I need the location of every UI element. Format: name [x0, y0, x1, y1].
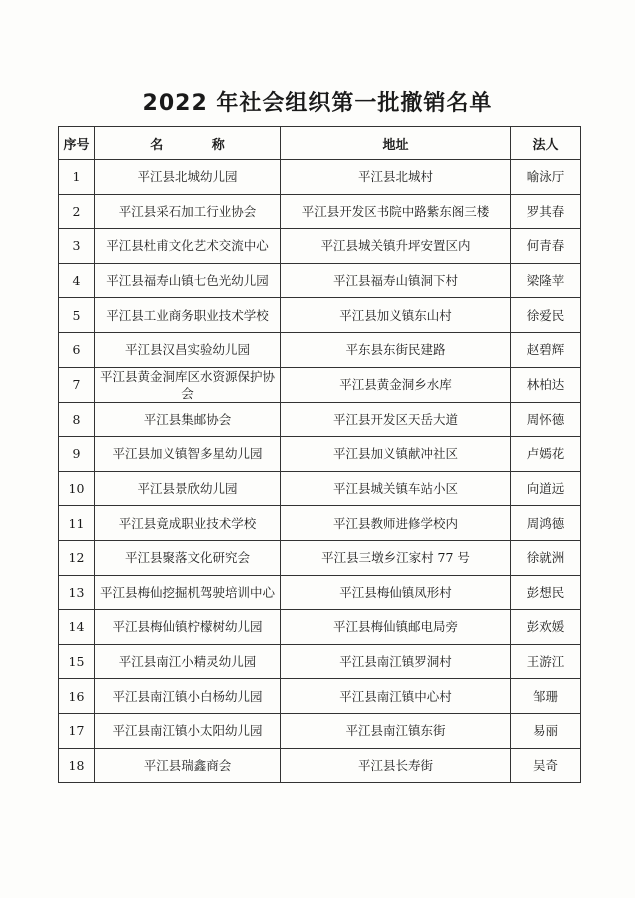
cell-name: 平江县竟成职业技术学校: [95, 506, 281, 541]
table-row: [59, 332, 581, 367]
cell-name: 平江县聚落文化研究会: [95, 540, 281, 575]
cell-legal: 卢嫣花: [511, 437, 581, 472]
cell-name: 平江县南江镇小白杨幼儿园: [95, 679, 281, 714]
header-name: 名 称: [95, 127, 281, 160]
cell-legal: 彭欢媛: [511, 610, 581, 645]
cell-index: 4: [59, 263, 95, 298]
cell-name: 平江县加义镇智多星幼儿园: [95, 437, 281, 472]
table-row: [59, 713, 581, 748]
cell-index: 1: [59, 160, 95, 195]
cell-address: 平江县城关镇升坪安置区内: [281, 229, 511, 264]
cell-address: 平江县三墩乡江家村 77 号: [281, 540, 511, 575]
table-row: [59, 263, 581, 298]
cell-name: 平江县福寿山镇七色光幼儿园: [95, 263, 281, 298]
table-row: [59, 298, 581, 333]
header-address: 地址: [281, 127, 511, 160]
cell-name: 平江县杜甫文化艺术交流中心: [95, 229, 281, 264]
table-row: [59, 506, 581, 541]
table-row: [59, 575, 581, 610]
cell-legal: 彭想民: [511, 575, 581, 610]
cell-address: 平东县东街民建路: [281, 332, 511, 367]
cell-name: 平江县梅仙镇柠檬树幼儿园: [95, 610, 281, 645]
cell-address: 平江县加义镇东山村: [281, 298, 511, 333]
cell-name: 平江县北城幼儿园: [95, 160, 281, 195]
cell-legal: 林柏达: [511, 367, 581, 402]
cell-index: 15: [59, 644, 95, 679]
cell-address: 平江县黄金洞乡水库: [281, 367, 511, 402]
cell-address: 平江县梅仙镇邮电局旁: [281, 610, 511, 645]
table-row: [59, 367, 581, 402]
cell-name: 平江县黄金洞库区水资源保护协会: [95, 367, 281, 402]
cell-address: 平江县南江镇东街: [281, 713, 511, 748]
cell-index: 16: [59, 679, 95, 714]
cell-name: 平江县汉昌实验幼儿园: [95, 332, 281, 367]
revocation-table: [58, 126, 581, 783]
cell-address: 平江县教师进修学校内: [281, 506, 511, 541]
table-row: [59, 229, 581, 264]
cell-name: 平江县集邮协会: [95, 402, 281, 437]
cell-name: 平江县南江小精灵幼儿园: [95, 644, 281, 679]
cell-legal: 周怀德: [511, 402, 581, 437]
cell-legal: 徐爱民: [511, 298, 581, 333]
cell-name: 平江县梅仙挖掘机驾驶培训中心: [95, 575, 281, 610]
cell-address: 平江县开发区书院中路紫东阁三楼: [281, 194, 511, 229]
cell-index: 11: [59, 506, 95, 541]
cell-name: 平江县工业商务职业技术学校: [95, 298, 281, 333]
cell-legal: 周鸿德: [511, 506, 581, 541]
table-row: [59, 644, 581, 679]
cell-legal: 罗其春: [511, 194, 581, 229]
cell-legal: 何青春: [511, 229, 581, 264]
cell-index: 3: [59, 229, 95, 264]
table-header-row: [59, 127, 581, 160]
cell-legal: 向道远: [511, 471, 581, 506]
cell-legal: 喻泳厅: [511, 160, 581, 195]
cell-address: 平江县长寿街: [281, 748, 511, 783]
cell-address: 平江县南江镇罗洞村: [281, 644, 511, 679]
cell-address: 平江县福寿山镇洞下村: [281, 263, 511, 298]
page-title: 2022 年社会组织第一批撤销名单: [142, 91, 493, 116]
cell-legal: 邹珊: [511, 679, 581, 714]
header-index: 序号: [59, 127, 95, 160]
cell-index: 13: [59, 575, 95, 610]
table-row: [59, 471, 581, 506]
cell-index: 5: [59, 298, 95, 333]
cell-index: 8: [59, 402, 95, 437]
cell-index: 18: [59, 748, 95, 783]
table-row: [59, 194, 581, 229]
cell-index: 9: [59, 437, 95, 472]
cell-legal: 赵碧辉: [511, 332, 581, 367]
cell-address: 平江县梅仙镇凤形村: [281, 575, 511, 610]
cell-index: 6: [59, 332, 95, 367]
header-legal: 法人: [511, 127, 581, 160]
table-row: [59, 160, 581, 195]
cell-index: 14: [59, 610, 95, 645]
cell-index: 7: [59, 367, 95, 402]
table-row: [59, 748, 581, 783]
cell-index: 12: [59, 540, 95, 575]
cell-legal: 王游江: [511, 644, 581, 679]
cell-legal: 梁隆苹: [511, 263, 581, 298]
cell-name: 平江县瑞鑫商会: [95, 748, 281, 783]
cell-name: 平江县南江镇小太阳幼儿园: [95, 713, 281, 748]
table-row: [59, 679, 581, 714]
cell-index: 2: [59, 194, 95, 229]
cell-address: 平江县南江镇中心村: [281, 679, 511, 714]
table-body: [59, 160, 581, 783]
cell-name: 平江县景欣幼儿园: [95, 471, 281, 506]
cell-name: 平江县采石加工行业协会: [95, 194, 281, 229]
cell-legal: 吴奇: [511, 748, 581, 783]
cell-address: 平江县加义镇献冲社区: [281, 437, 511, 472]
cell-index: 10: [59, 471, 95, 506]
cell-address: 平江县开发区天岳大道: [281, 402, 511, 437]
cell-address: 平江县北城村: [281, 160, 511, 195]
table-row: [59, 402, 581, 437]
cell-index: 17: [59, 713, 95, 748]
cell-legal: 徐就洲: [511, 540, 581, 575]
table-row: [59, 437, 581, 472]
cell-legal: 易丽: [511, 713, 581, 748]
cell-address: 平江县城关镇车站小区: [281, 471, 511, 506]
table-row: [59, 540, 581, 575]
table-row: [59, 610, 581, 645]
